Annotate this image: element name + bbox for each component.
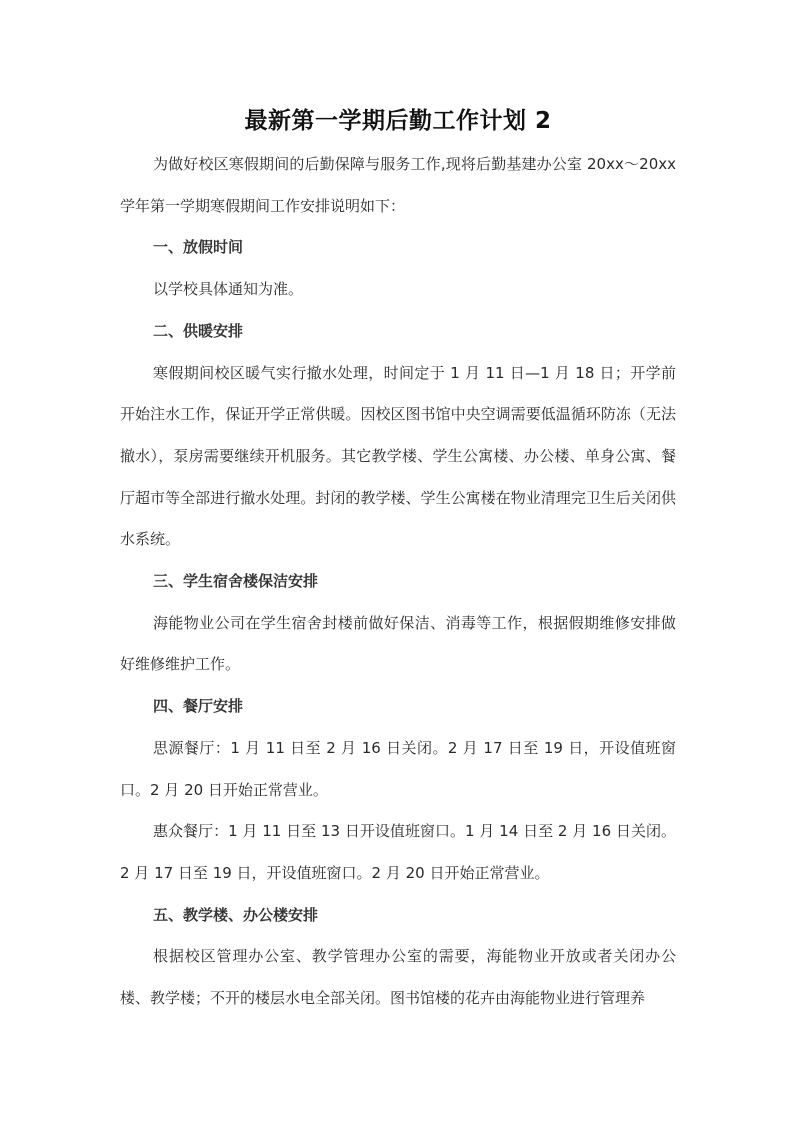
- section-paragraph: 寒假期间校区暖气实行撤水处理，时间定于 1 月 11 日—1 月 18 日；开学前开始注水工作，保证开学正常供暖。因校区图书馆中央空调需要低温循环防冻（无法撤水），泵房需要继续开机服务。其它教学楼、学生公寓楼、办公楼、单身公寓、餐厅超市等全部进行撤水处理。封闭的教学楼、学生公寓楼在物业清理完卫生后关闭供水系统。: [120, 363, 676, 549]
- section-paragraph: 以学校具体通知为准。: [153, 280, 304, 299]
- document-title: 最新第一学期后勤工作计划 2: [244, 108, 552, 134]
- section-heading-heating: 二、供暖安排: [153, 321, 244, 340]
- document-body: [120, 98, 676, 1020]
- section-paragraph: 海能物业公司在学生宿舍封楼前做好保洁、消毒等工作，根据假期维修安排做好维修维护工作。: [120, 613, 676, 674]
- section-paragraph: 思源餐厅：1 月 11 日至 2 月 16 日关闭。2 月 17 日至 19 日，开设值班窗口。2 月 20 日开始正常营业。: [120, 738, 676, 799]
- section-heading-canteen: 四、餐厅安排: [153, 697, 244, 716]
- section-heading-vacation-time: 一、放假时间: [153, 238, 244, 257]
- intro-paragraph: 为做好校区寒假期间的后勤保障与服务工作,现将后勤基建办公室 20xx～20xx 学年第一学期寒假期间工作安排说明如下：: [120, 155, 676, 215]
- section-paragraph: 惠众餐厅：1 月 11 日至 13 日开设值班窗口。1 月 14 日至 2 月 16 日关闭。2 月 17 日至 19 日，开设值班窗口。2 月 20 日开始正常营业。: [120, 822, 676, 882]
- section-paragraph: 根据校区管理办公室、教学管理办公室的需要，海能物业开放或者关闭办公楼、教学楼；不开的楼层水电全部关闭。图书馆楼的花卉由海能物业进行管理养: [120, 947, 676, 1008]
- section-heading-buildings: 五、教学楼、办公楼安排: [153, 905, 319, 924]
- section-heading-dormitory-cleaning: 三、学生宿舍楼保洁安排: [153, 572, 319, 591]
